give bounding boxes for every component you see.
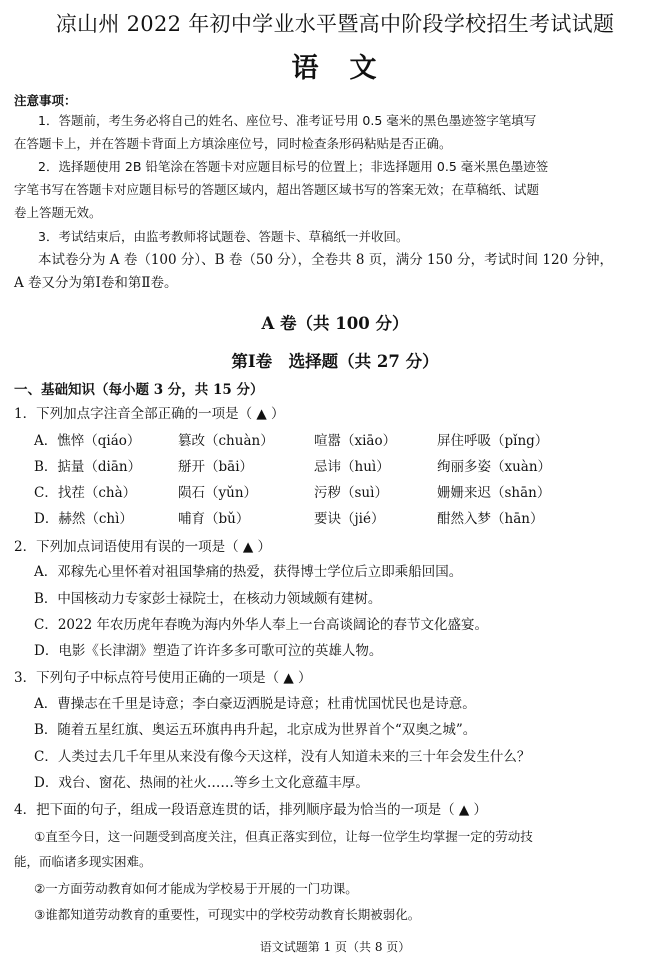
q1-option: 姗姗来迟（shān） — [437, 485, 551, 501]
q3-option: C．人类过去几千年里从来没有像今天这样，没有人知道未来的三十年会发生什么？ — [34, 749, 531, 765]
notes-line: A 卷又分为第Ⅰ卷和第Ⅱ卷。 — [14, 275, 178, 291]
q4-sentence: ②一方面劳动教育如何才能成为学校易于开展的一门功课。 — [34, 881, 358, 896]
q3-option: A．曹操志在千里是诗意；李白豪迈洒脱是诗意；杜甫忧国忧民也是诗意。 — [34, 696, 476, 712]
question-1-stem: 1．下列加点字注音全部正确的一项是（ ▲ ） — [14, 406, 285, 422]
notes-line: 字笔书写在答题卡对应题目标号的答题区域内，超出答题区域书写的答案无效；在草稿纸、试题 — [14, 182, 540, 197]
part-heading: 一、基础知识（每小题 3 分，共 15 分） — [14, 382, 264, 398]
q1-option: 陨石（yǔn） — [178, 485, 258, 501]
notes-line: 3．考试结束后，由监考教师将试题卷、答题卡、草稿纸一并收回。 — [38, 229, 409, 244]
q1-option: 哺育（bǔ） — [178, 511, 250, 527]
q4-sentence: 能，而临诸多现实困难。 — [14, 854, 152, 869]
q1-option: 酣然入梦（hān） — [437, 511, 544, 527]
q1-option: 绚丽多姿（xuàn） — [437, 459, 552, 475]
q1-option: D．赫然（chì） — [34, 511, 133, 527]
q4-sentence: ①直至今日，这一问题受到高度关注，但真正落实到位，让每一位学生均掌握一定的劳动技 — [34, 829, 533, 844]
q3-option: D．戏台、窗花、热闹的社火……等乡土文化意蕴丰厚。 — [34, 775, 369, 791]
question-4-stem: 4．把下面的句子，组成一段语意连贯的话，排列顺序最为恰当的一项是（ ▲ ） — [14, 802, 488, 818]
q1-option: A．憔悴（qiáo） — [34, 433, 141, 449]
q2-option: C．2022 年农历虎年春晚为海内外华人奉上一台高谈阔论的春节文化盛宴。 — [34, 617, 488, 633]
q4-sentence: ③谁都知道劳动教育的重要性，可现实中的学校劳动教育长期被弱化。 — [34, 907, 421, 922]
question-3-stem: 3．下列句子中标点符号使用正确的一项是（ ▲ ） — [14, 670, 312, 686]
notes-line: 卷上答题无效。 — [14, 205, 102, 220]
q1-option: 喧嚣（xiāo） — [314, 433, 397, 449]
q1-option: 掰开（bāi） — [178, 459, 254, 475]
q1-option: 忌讳（huì） — [314, 459, 390, 475]
q2-option: D．电影《长津湖》塑造了许许多多可歌可泣的英雄人物。 — [34, 643, 383, 659]
q1-option: B．掂量（diān） — [34, 459, 142, 475]
q1-option: 篡改（chuàn） — [178, 433, 274, 449]
q1-option: 屏住呼吸（pǐng） — [437, 433, 549, 449]
question-2-stem: 2．下列加点词语使用有误的一项是（ ▲ ） — [14, 539, 272, 555]
section-a-heading: A 卷（共 100 分） — [261, 314, 409, 333]
q1-option: 要诀（jié） — [314, 511, 385, 527]
q3-option: B．随着五星红旗、奥运五环旗冉冉升起，北京成为世界首个“双奥之城”。 — [34, 722, 477, 738]
notes-line: 本试卷分为 A 卷（100 分）、B 卷（50 分），全卷共 8 页，满分 150 分，考试时间 120 分钟， — [38, 252, 613, 268]
exam-title: 凉山州 2022 年初中学业水平暨高中阶段学校招生考试试题 — [55, 12, 615, 36]
notes-heading: 注意事项： — [14, 93, 77, 108]
section-1-heading: 第Ⅰ卷 选择题（共 27 分） — [231, 352, 439, 371]
page-footer: 语文试题第 1 页（共 8 页） — [259, 940, 411, 954]
q1-option: 污秽（suì） — [314, 485, 388, 501]
notes-line: 在答题卡上，并在答题卡背面上方填涂座位号，同时检查条形码粘贴是否正确。 — [14, 136, 452, 151]
notes-line: 1．答题前，考生务必将自己的姓名、座位号、准考证号用 0.5 毫米的黑色墨迹签字笔填写 — [38, 113, 537, 128]
subject-title: 语 文 — [291, 53, 379, 84]
q2-option: B．中国核动力专家彭士禄院士，在核动力领域颇有建树。 — [34, 591, 382, 607]
q2-option: A．邓稼先心里怀着对祖国挚痛的热爱，获得博士学位后立即乘船回国。 — [34, 564, 463, 580]
notes-line: 2．选择题使用 2B 铅笔涂在答题卡对应题目标号的位置上；非选择题用 0.5 毫米黑色墨迹签 — [38, 159, 549, 174]
q1-option: C．找茬（chà） — [34, 485, 137, 501]
